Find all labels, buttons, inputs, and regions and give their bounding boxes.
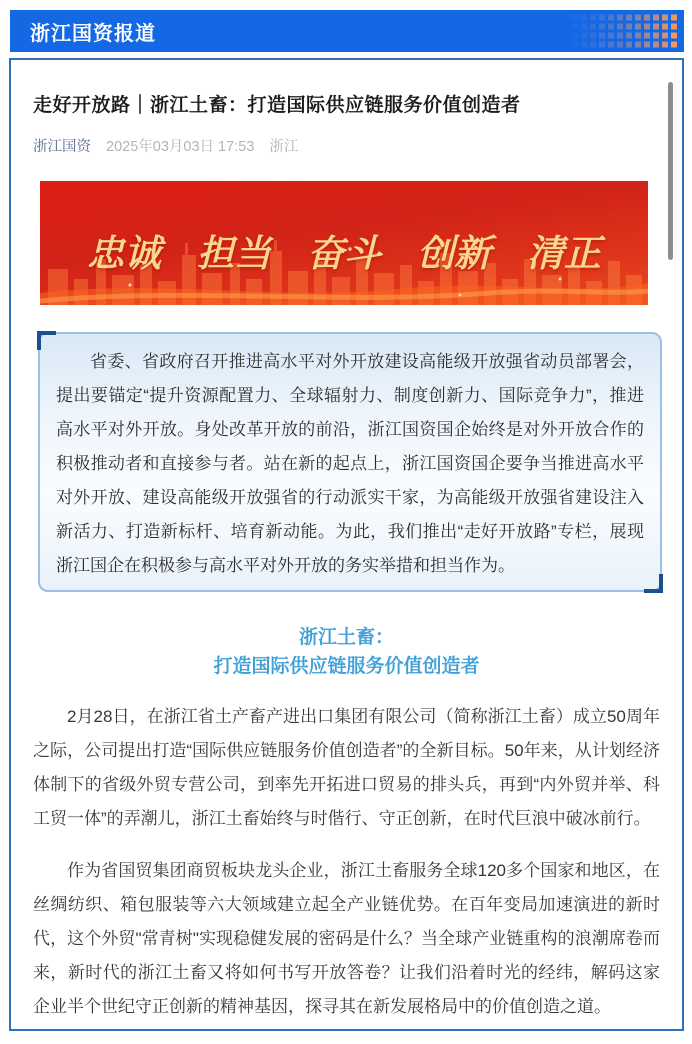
scrollbar-thumb[interactable] (668, 82, 673, 260)
dot (635, 24, 641, 30)
dot (572, 15, 578, 21)
intro-quote-text: 省委、省政府召开推进高水平对外开放建设高能级开放强省动员部署会，提出要锚定“提升资源配置力、全球辐射力、制度创新力、国际竞争力”，推进高水平对外开放。身处改革开放的前沿，浙江国资国企始终是对外开放合作的积极推动者和直接参与者。站在新的起点上，浙江国资国企要争当推进高水平对外开放、建设高能级开放强省的行动派实干家，为高能级开放强省建设注入新活力、打造新标杆、培育新动能。为此，我们推出“走好开放路”专栏，展现浙江国企在积极参与高水平对外开放的务实举措和担当作为。 (56, 352, 644, 575)
dot (671, 42, 677, 48)
dot (635, 15, 641, 21)
dot (581, 15, 587, 21)
dot (653, 15, 659, 21)
dot (599, 42, 605, 48)
app-header (10, 10, 684, 52)
dot (662, 15, 668, 21)
article-title: 走好开放路｜浙江土畜：打造国际供应链服务价值创造者 (33, 95, 521, 116)
dot (653, 42, 659, 48)
dot (644, 33, 650, 39)
dot (617, 24, 623, 30)
article-byline (33, 137, 660, 157)
dot (671, 15, 677, 21)
dot (671, 33, 677, 39)
body-paragraph: 作为省国贸集团商贸板块龙头企业，浙江土畜服务全球120多个国家和地区，在丝绸纺织、箱包服装等六大领域建立起全产业链优势。在百年变局加速演进的新时代，这个外贸"常青树"实现稳健发展的密码是什么？当全球产业链重构的浪潮席卷而来，新时代的浙江土畜又将如何书写开放答卷？让我们沿着时光的经纬，解码这家企业半个世纪守正创新的精神基因，探寻其在新发展格局中的价值创造之道。 (33, 861, 660, 1016)
dot (599, 33, 605, 39)
dot (599, 24, 605, 30)
banner-image[interactable] (40, 181, 648, 305)
dot (599, 15, 605, 21)
article-card (9, 58, 684, 1031)
banner-word: 清正 (527, 231, 601, 275)
dot (635, 42, 641, 48)
dot (644, 42, 650, 48)
dot (644, 15, 650, 21)
dot (653, 24, 659, 30)
banner-slogan (40, 223, 648, 277)
dot (590, 24, 596, 30)
author-account-link[interactable]: 浙江国资 (33, 139, 91, 155)
section-heading-line2: 打造国际供应链服务价值创造者 (213, 656, 480, 677)
dot (590, 42, 596, 48)
banner-word: 奋斗 (307, 231, 381, 275)
dot (671, 24, 677, 30)
dot (662, 24, 668, 30)
publish-datetime: 2025年03月03日 17:53 (106, 139, 255, 155)
body-paragraph: 2月28日，在浙江省土产畜产进出口集团有限公司（简称浙江土畜）成立50周年之际，公司提出打造“国际供应链服务价值创造者”的全新目标。50年来，从计划经济体制下的省级外贸专营公司，到率先开拓进口贸易的排头兵，再到“内外贸并举、科工贸一体”的弄潮儿，浙江土畜始终与时偕行、守正创新，在时代巨浪中破冰前行。 (33, 707, 660, 828)
dot (626, 15, 632, 21)
dot (572, 33, 578, 39)
dot (608, 33, 614, 39)
banner-word: 创新 (417, 231, 491, 275)
dot (626, 42, 632, 48)
banner-word: 担当 (197, 231, 271, 275)
dot (635, 33, 641, 39)
section-heading-line1: 浙江土畜： (298, 627, 394, 648)
dot (617, 42, 623, 48)
dot (581, 33, 587, 39)
dot (617, 33, 623, 39)
dot (590, 33, 596, 39)
dot (662, 33, 668, 39)
dot (608, 42, 614, 48)
dot-grid-decoration (572, 15, 677, 48)
dot (581, 24, 587, 30)
publish-location: 浙江 (269, 139, 299, 155)
dot (608, 24, 614, 30)
dot (653, 33, 659, 39)
app-header-title: 浙江国资报道 (30, 22, 156, 45)
banner-word: 忠诚 (87, 231, 161, 275)
dot (617, 15, 623, 21)
dot (608, 15, 614, 21)
dot (662, 42, 668, 48)
dot (572, 24, 578, 30)
article-content (11, 60, 682, 1024)
dot (572, 42, 578, 48)
dot (626, 24, 632, 30)
intro-quote-box (38, 332, 662, 592)
dot (590, 15, 596, 21)
dot (581, 42, 587, 48)
dot (644, 24, 650, 30)
section-heading (33, 623, 660, 681)
dot (626, 33, 632, 39)
